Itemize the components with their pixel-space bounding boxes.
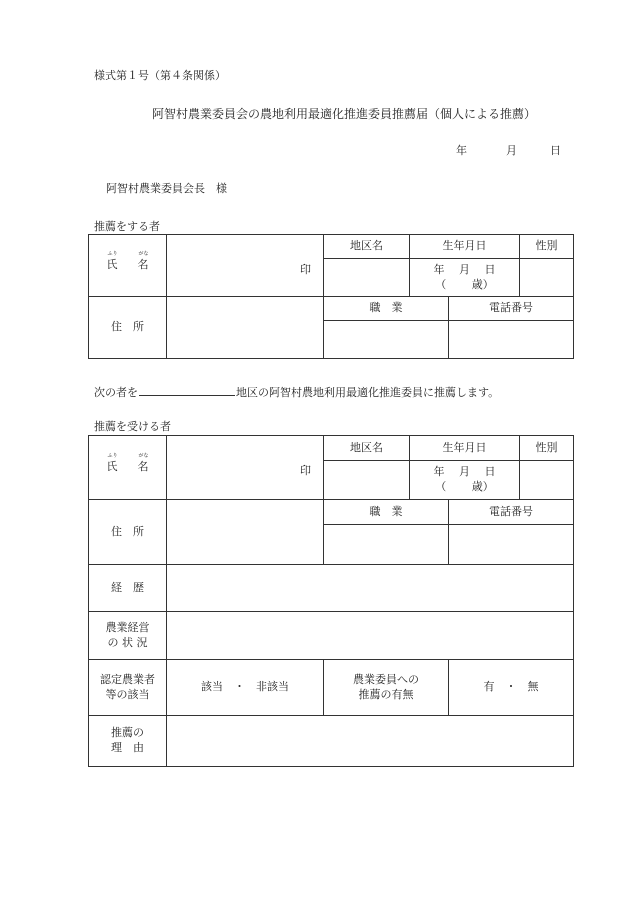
recommender-seal-mark: 印 <box>300 263 311 276</box>
recommender-name-label: ふり 氏 がな 名 <box>89 235 167 297</box>
nominee-seal-mark: 印 <box>300 464 311 477</box>
nominee-committee-label: 農業委員への 推薦の有無 <box>324 660 449 716</box>
recommender-birth-header: 生年月日 <box>410 235 520 259</box>
form-title: 阿智村農業委員会の農地利用最適化推進委員推薦届（個人による推薦） <box>152 107 537 121</box>
recommender-name-ruby-2: がな <box>138 251 149 258</box>
nominee-occupation-field[interactable] <box>324 525 449 565</box>
nominee-phone-field[interactable] <box>449 525 574 565</box>
nominee-address-label: 住 所 <box>89 500 167 565</box>
nominee-address-field[interactable] <box>167 500 324 565</box>
nominee-section-label: 推薦を受ける者 <box>94 420 171 433</box>
nominee-birth-ymd: 年 月 日 <box>433 465 496 479</box>
nominee-farm-status-field[interactable] <box>167 612 574 660</box>
recommender-gender-header: 性別 <box>520 235 574 259</box>
date-month-label: 月 <box>506 144 517 157</box>
recommender-occupation-field[interactable] <box>324 321 449 359</box>
nominee-table <box>88 435 574 767</box>
statement-prefix: 次の者を <box>94 386 138 399</box>
recommender-district-field[interactable] <box>324 259 410 297</box>
addressee: 阿智村農業委員会長 様 <box>106 182 227 195</box>
nominee-phone-header: 電話番号 <box>449 500 574 525</box>
recommender-gender-field[interactable] <box>520 259 574 297</box>
nominee-name-ruby-1: ふり <box>107 453 118 460</box>
nominee-occupation-header: 職 業 <box>324 500 449 525</box>
nominee-birth-field[interactable] <box>410 461 520 500</box>
date-year-label: 年 <box>456 144 467 157</box>
recommender-name-ruby-1: ふり <box>107 251 118 258</box>
nominee-gender-field[interactable] <box>520 461 574 500</box>
nominee-birth-age: （ 歳） <box>435 480 494 493</box>
recommender-birth-ymd: 年 月 日 <box>433 262 496 276</box>
recommender-table <box>88 234 574 359</box>
nominee-district-field[interactable] <box>324 461 410 500</box>
nominee-reason-field[interactable] <box>167 716 574 767</box>
district-blank-field[interactable] <box>139 384 235 396</box>
nominee-committee-options[interactable]: 有 ・ 無 <box>449 660 574 716</box>
nominee-career-label: 経 歴 <box>89 565 167 612</box>
form-number: 様式第１号（第４条関係） <box>94 69 226 82</box>
statement-suffix: 地区の阿智村農地利用最適化推進委員に推薦します。 <box>236 386 500 399</box>
recommender-address-label: 住 所 <box>89 297 167 359</box>
nominee-district-header: 地区名 <box>324 436 410 461</box>
nominee-name-field[interactable] <box>167 436 324 500</box>
recommender-address-field[interactable] <box>167 297 324 359</box>
recommender-occupation-header: 職 業 <box>324 297 449 321</box>
nominee-certified-options[interactable]: 該当 ・ 非該当 <box>167 660 324 716</box>
nominee-certified-label: 認定農業者 等の該当 <box>89 660 167 716</box>
recommender-phone-field[interactable] <box>449 321 574 359</box>
nominee-farm-status-label: 農業経営 の 状 況 <box>89 612 167 660</box>
recommender-phone-header: 電話番号 <box>449 297 574 321</box>
nominee-gender-header: 性別 <box>520 436 574 461</box>
date-day-label: 日 <box>550 144 561 157</box>
nominee-name-ruby-2: がな <box>138 453 149 460</box>
nominee-birth-header: 生年月日 <box>410 436 520 461</box>
recommender-section-label: 推薦をする者 <box>94 220 160 233</box>
nominee-name-label: ふり 氏 がな 名 <box>89 436 167 500</box>
recommender-birth-age: （ 歳） <box>435 277 494 291</box>
recommendation-statement <box>94 384 499 398</box>
nominee-career-field[interactable] <box>167 565 574 612</box>
nominee-reason-label: 推薦の 理 由 <box>89 716 167 767</box>
recommender-district-header: 地区名 <box>324 235 410 259</box>
recommender-birth-field[interactable] <box>410 259 520 297</box>
recommender-name-field[interactable] <box>167 235 324 297</box>
